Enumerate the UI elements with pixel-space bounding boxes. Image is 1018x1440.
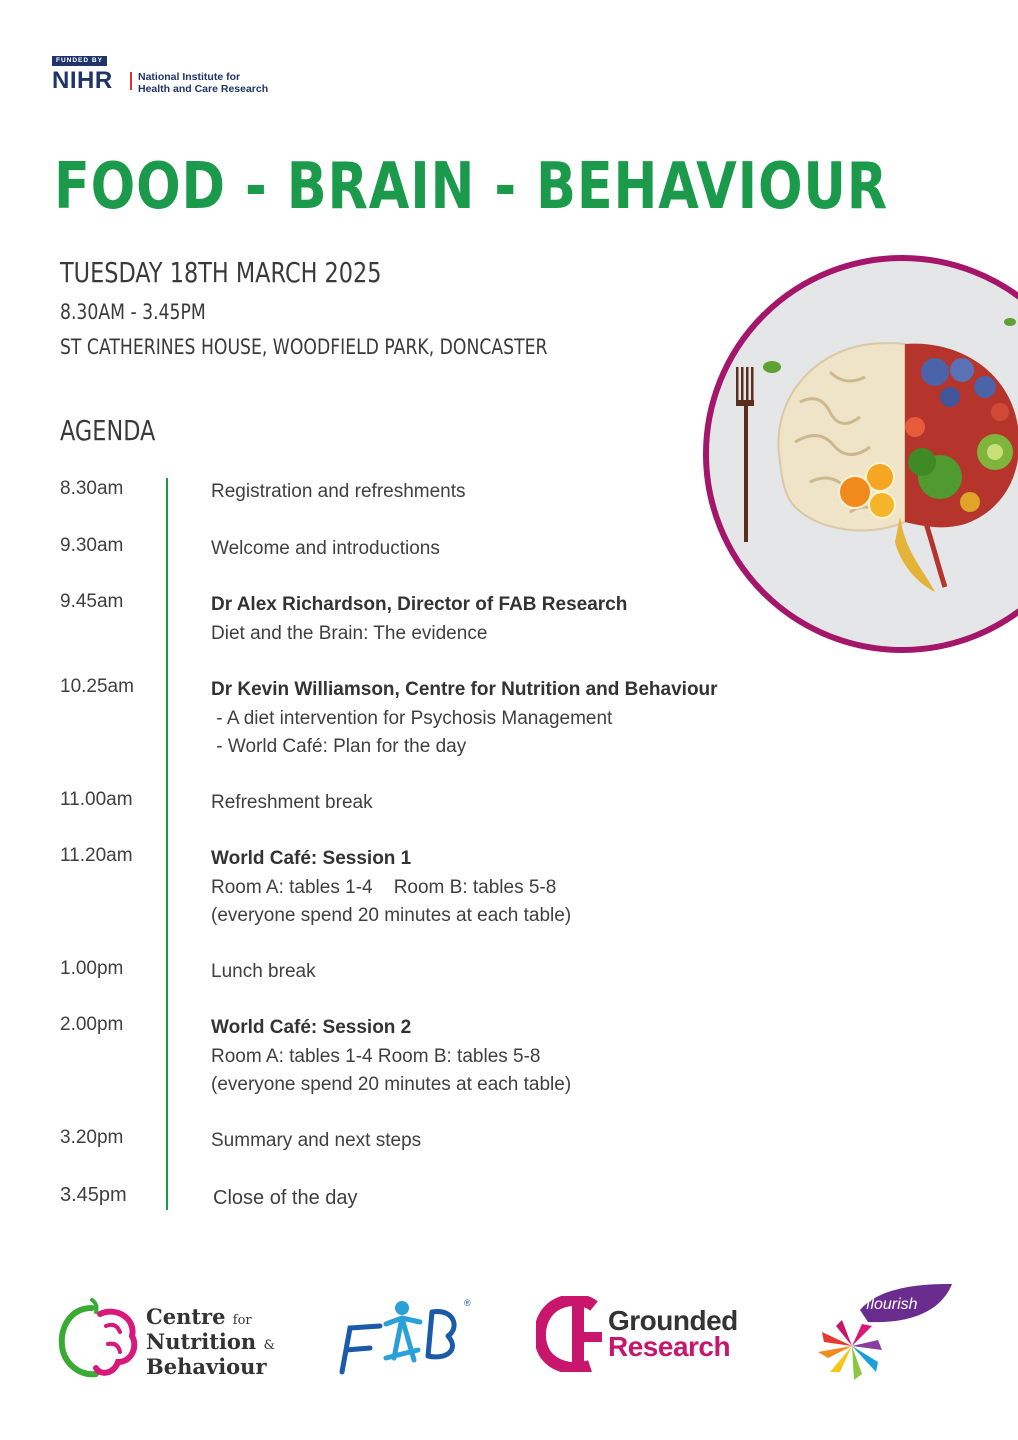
agenda-item-time: 3.20pm: [60, 1127, 124, 1148]
agenda-item-time: 2.00pm: [60, 1014, 124, 1035]
agenda-item-title: Dr Alex Richardson, Director of FAB Research: [211, 594, 628, 615]
agenda-item-text: Close of the day: [213, 1187, 358, 1209]
agenda-item-details: [211, 789, 373, 818]
agenda-item-time: 9.30am: [60, 535, 124, 556]
cnb-word-nutrition: Nutrition: [146, 1329, 257, 1354]
brain-food-illustration: [700, 252, 1018, 656]
agenda-item-details: [211, 591, 627, 648]
event-date: TUESDAY 18TH MARCH 2025: [60, 256, 382, 289]
agenda-item-text: Diet and the Brain: The evidence: [211, 622, 488, 644]
agenda-item-time: 9.45am: [60, 591, 124, 612]
agenda-item-time: 1.00pm: [60, 958, 124, 979]
cnb-word-behaviour: Behaviour: [146, 1354, 267, 1379]
agenda-item-title: Dr Kevin Williamson, Centre for Nutrition and Behaviour: [211, 679, 718, 700]
agenda-item-text: - A diet intervention for Psychosis Management: [211, 707, 613, 729]
funded-by-label: FUNDED BY: [52, 56, 107, 66]
cnb-word-centre: Centre: [146, 1304, 226, 1329]
nihr-wordmark: NIHR: [52, 67, 113, 94]
agenda-heading: AGENDA: [60, 414, 156, 447]
agenda-item-text: Room A: tables 1-4 Room B: tables 5-8: [211, 1045, 541, 1067]
agenda-item-title: World Café: Session 2: [211, 1017, 412, 1038]
agenda-item-text: (everyone spend 20 minutes at each table): [211, 1074, 572, 1095]
cnb-word-amp: &: [263, 1338, 276, 1353]
event-title: FOOD - BRAIN - BEHAVIOUR: [54, 150, 889, 224]
agenda-item-time: 11.20am: [60, 845, 133, 866]
grounded-research-wordmark: [608, 1305, 738, 1362]
agenda-item-details: [211, 535, 440, 564]
agenda-item-time: 11.00am: [60, 789, 133, 810]
agenda-item-text: Refreshment break: [211, 792, 373, 813]
agenda-item-time: 8.30am: [60, 478, 124, 499]
agenda-item-text: - World Café: Plan for the day: [211, 736, 467, 757]
event-time: 8.30AM - 3.45PM: [60, 300, 206, 324]
nihr-logo: [52, 56, 292, 100]
agenda-item-title: World Café: Session 1: [211, 848, 412, 869]
grounded-research-icon: [536, 1296, 608, 1372]
agenda-item-details: [211, 478, 466, 507]
agenda-item-text: Registration and refreshments: [211, 481, 466, 502]
nihr-divider: [130, 72, 132, 90]
nihr-name-line-2: Health and Care Research: [138, 83, 269, 95]
agenda-item-details: [213, 1184, 358, 1213]
agenda-item-time: 3.45pm: [60, 1184, 127, 1206]
cnb-wordmark: [146, 1306, 275, 1377]
agenda-item-details: [211, 676, 718, 762]
grounded-word: Grounded: [608, 1305, 738, 1336]
nihr-name-line-1: National Institute for: [138, 71, 241, 83]
cnb-word-for: for: [232, 1313, 252, 1328]
research-word: Research: [608, 1331, 731, 1362]
agenda-timeline-line: [166, 478, 168, 1210]
agenda-item-details: [211, 845, 571, 931]
event-venue: ST CATHERINES HOUSE, WOODFIELD PARK, DONCASTER: [60, 335, 548, 359]
fab-registered-mark: ®: [464, 1298, 471, 1308]
fab-logo: [336, 1298, 476, 1380]
agenda-item-details: [211, 1127, 421, 1156]
agenda-item-text: (everyone spend 20 minutes at each table): [211, 905, 572, 926]
agenda-item-text: Room A: tables 1-4 Room B: tables 5-8: [211, 876, 557, 898]
flourish-wordmark: flourish: [866, 1296, 918, 1313]
agenda-item-details: [211, 1014, 571, 1100]
nihr-full-name: [138, 71, 268, 95]
agenda-item-details: [211, 958, 316, 987]
agenda-item-text: Lunch break: [211, 961, 316, 982]
agenda-item-text: Welcome and introductions: [211, 538, 440, 559]
agenda-item-text: Summary and next steps: [211, 1130, 422, 1151]
agenda-item-time: 10.25am: [60, 676, 134, 697]
